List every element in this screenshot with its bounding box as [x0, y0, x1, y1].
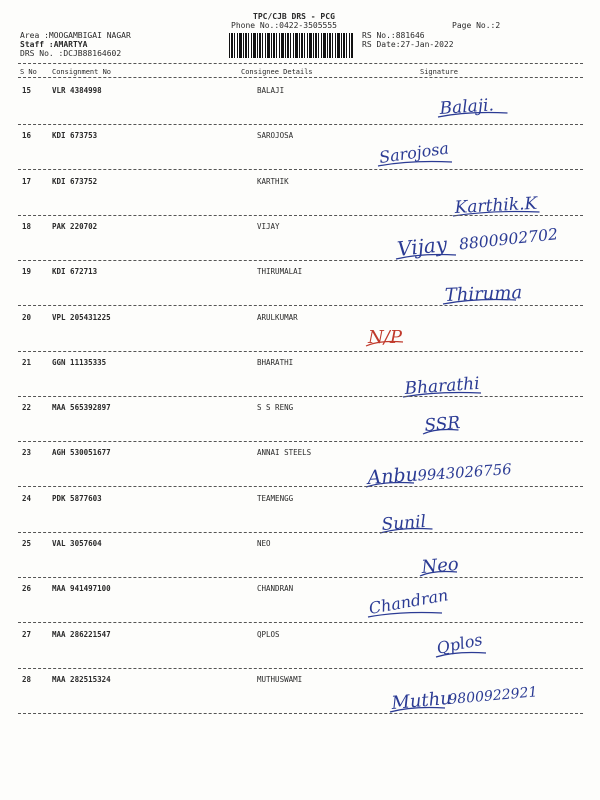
row-signature — [402, 539, 600, 585]
row-signature — [350, 584, 600, 630]
row-consignment-number: MAA 941497100 — [52, 584, 111, 594]
row-signature — [360, 131, 600, 177]
document-title: TPC/CJB DRS - PCG — [253, 12, 335, 21]
row-consignee-name: SAROJOSA — [257, 131, 294, 141]
table-row — [0, 584, 600, 630]
row-divider — [18, 305, 583, 306]
table-row — [0, 177, 600, 223]
row-divider — [18, 215, 583, 216]
table-row — [0, 448, 600, 494]
signature-text: SSR — [423, 413, 462, 437]
signature-ink — [385, 358, 600, 404]
row-divider — [18, 396, 583, 397]
row-consignment-number: AGH 530051677 — [52, 448, 111, 458]
row-sno: 20 — [22, 312, 32, 322]
signature-text: Anbu — [366, 463, 419, 490]
staff-field: Staff :AMARTYA — [20, 40, 88, 49]
signature-text: Qplos — [434, 629, 485, 658]
row-sno: 21 — [22, 357, 32, 367]
phone-number: Phone No.:0422-3505555 — [231, 21, 337, 30]
row-signature — [405, 403, 600, 449]
row-consignee-name: BALAJI — [257, 86, 285, 95]
row-divider — [18, 577, 583, 578]
row-consignment-number: MAA 282515324 — [52, 674, 111, 684]
row-sno: 26 — [22, 584, 32, 594]
row-divider — [18, 622, 583, 623]
column-sno: S No — [20, 68, 37, 76]
row-sno: 25 — [22, 539, 32, 548]
row-divider — [18, 351, 583, 352]
row-consignee-name: TEAMENGG — [257, 493, 294, 503]
signature-phone: 9943026756 — [416, 461, 513, 485]
row-divider — [18, 713, 583, 714]
row-divider — [18, 260, 583, 261]
row-consignment-number: KDI 673753 — [52, 131, 98, 141]
signature-text: Neo — [420, 553, 460, 578]
row-sno: 24 — [22, 493, 32, 503]
row-divider — [18, 169, 583, 170]
signature-ink — [348, 313, 600, 359]
table-row — [0, 313, 600, 359]
row-signature — [420, 86, 600, 132]
header-divider — [18, 63, 583, 64]
row-consignee-name: VIJAY — [257, 221, 280, 231]
signature-ink — [435, 177, 600, 223]
drs-number-field: DRS No. :DCJB88164602 — [20, 49, 122, 58]
row-sno: 27 — [22, 629, 32, 639]
column-header-divider — [18, 77, 583, 78]
signature-ink — [360, 131, 600, 177]
signature-ink — [405, 403, 600, 449]
row-consignee-name: BHARATHI — [257, 357, 294, 367]
signature-text: Sarojosa — [377, 138, 450, 168]
signature-text: Vijay — [396, 231, 449, 261]
row-divider — [18, 441, 583, 442]
row-divider — [18, 124, 583, 125]
row-signature — [425, 267, 600, 313]
row-divider — [18, 668, 583, 669]
signature-text: Chandran — [367, 585, 450, 619]
row-consignee-name: ARULKUMAR — [257, 312, 298, 322]
rs-number-field: RS No.:881646 — [362, 31, 425, 40]
row-signature — [348, 448, 600, 494]
row-signature — [378, 222, 600, 268]
signature-phone: 8800902702 — [458, 225, 559, 254]
area-field: Area :MOOGAMBIGAI NAGAR — [20, 31, 131, 40]
row-sno: 19 — [22, 267, 32, 277]
page-number: Page No.:2 — [452, 21, 501, 30]
table-row — [0, 403, 600, 449]
signature-ink — [418, 630, 600, 676]
row-consignee-name: NEO — [257, 539, 271, 548]
row-sno: 17 — [22, 176, 32, 186]
table-row — [0, 358, 600, 404]
signature-ink — [348, 448, 600, 494]
row-consignment-number: VPL 205431225 — [52, 312, 111, 322]
row-consignee-name: ANNAI STEELS — [257, 448, 312, 458]
row-consignee-name: S S RENG — [257, 403, 294, 413]
table-row — [0, 675, 600, 721]
column-signature: Signature — [420, 68, 458, 76]
table-row — [0, 267, 600, 313]
signature-text: Thiruma — [444, 282, 523, 307]
row-consignee-name: THIRUMALAI — [257, 267, 303, 277]
barcode — [229, 33, 353, 58]
row-consignment-number: KDI 673752 — [52, 176, 98, 186]
row-signature — [435, 177, 600, 223]
row-signature — [362, 494, 600, 540]
row-consignment-number: VAL 3057604 — [52, 539, 102, 548]
table-row — [0, 86, 600, 132]
signature-ink — [378, 222, 600, 268]
row-divider — [18, 532, 583, 533]
row-sno: 16 — [22, 131, 32, 141]
rs-date-field: RS Date:27-Jan-2022 — [362, 40, 454, 49]
signature-ink — [402, 539, 600, 585]
signature-text: Bharathi — [403, 373, 481, 399]
table-row — [0, 494, 600, 540]
row-consignment-number: VLR 4384998 — [52, 86, 102, 95]
table-row — [0, 131, 600, 177]
row-signature — [372, 675, 600, 721]
signature-text: Sunil — [380, 511, 427, 535]
row-consignment-number: PAK 220702 — [52, 221, 98, 231]
signature-ink — [350, 584, 600, 630]
row-sno: 15 — [22, 86, 32, 95]
row-sno: 28 — [22, 674, 32, 684]
signature-text: Karthik.K — [454, 193, 538, 218]
row-consignee-name: KARTHIK — [257, 176, 289, 186]
row-consignee-name: CHANDRAN — [257, 584, 294, 594]
table-row — [0, 539, 600, 585]
table-row — [0, 222, 600, 268]
row-divider — [18, 486, 583, 487]
column-consignment: Consignment No — [52, 68, 112, 76]
signature-phone: 9800922921 — [447, 684, 539, 708]
signature-text: Balaji. — [438, 95, 495, 119]
row-signature — [418, 630, 600, 676]
signature-text: N/P — [368, 326, 402, 348]
signature-ink — [420, 86, 600, 132]
row-consignment-number: PDK 5877603 — [52, 493, 102, 503]
signature-ink — [362, 494, 600, 540]
signature-ink — [372, 675, 600, 721]
row-consignee-name: MUTHUSWAMI — [257, 674, 303, 684]
row-sno: 22 — [22, 403, 32, 413]
row-signature — [348, 313, 600, 359]
row-consignment-number: KDI 672713 — [52, 267, 98, 277]
signature-ink — [425, 267, 600, 313]
row-sno: 23 — [22, 448, 32, 458]
row-consignment-number: MAA 565392897 — [52, 403, 111, 413]
column-consignee: Consignee Details — [241, 68, 313, 76]
row-consignment-number: MAA 286221547 — [52, 629, 111, 639]
row-consignee-name: QPLOS — [257, 629, 280, 639]
table-row — [0, 630, 600, 676]
signature-text: Muthu — [390, 687, 453, 714]
row-sno: 18 — [22, 221, 32, 231]
row-consignment-number: GGN 11135335 — [52, 357, 107, 367]
row-signature — [385, 358, 600, 404]
